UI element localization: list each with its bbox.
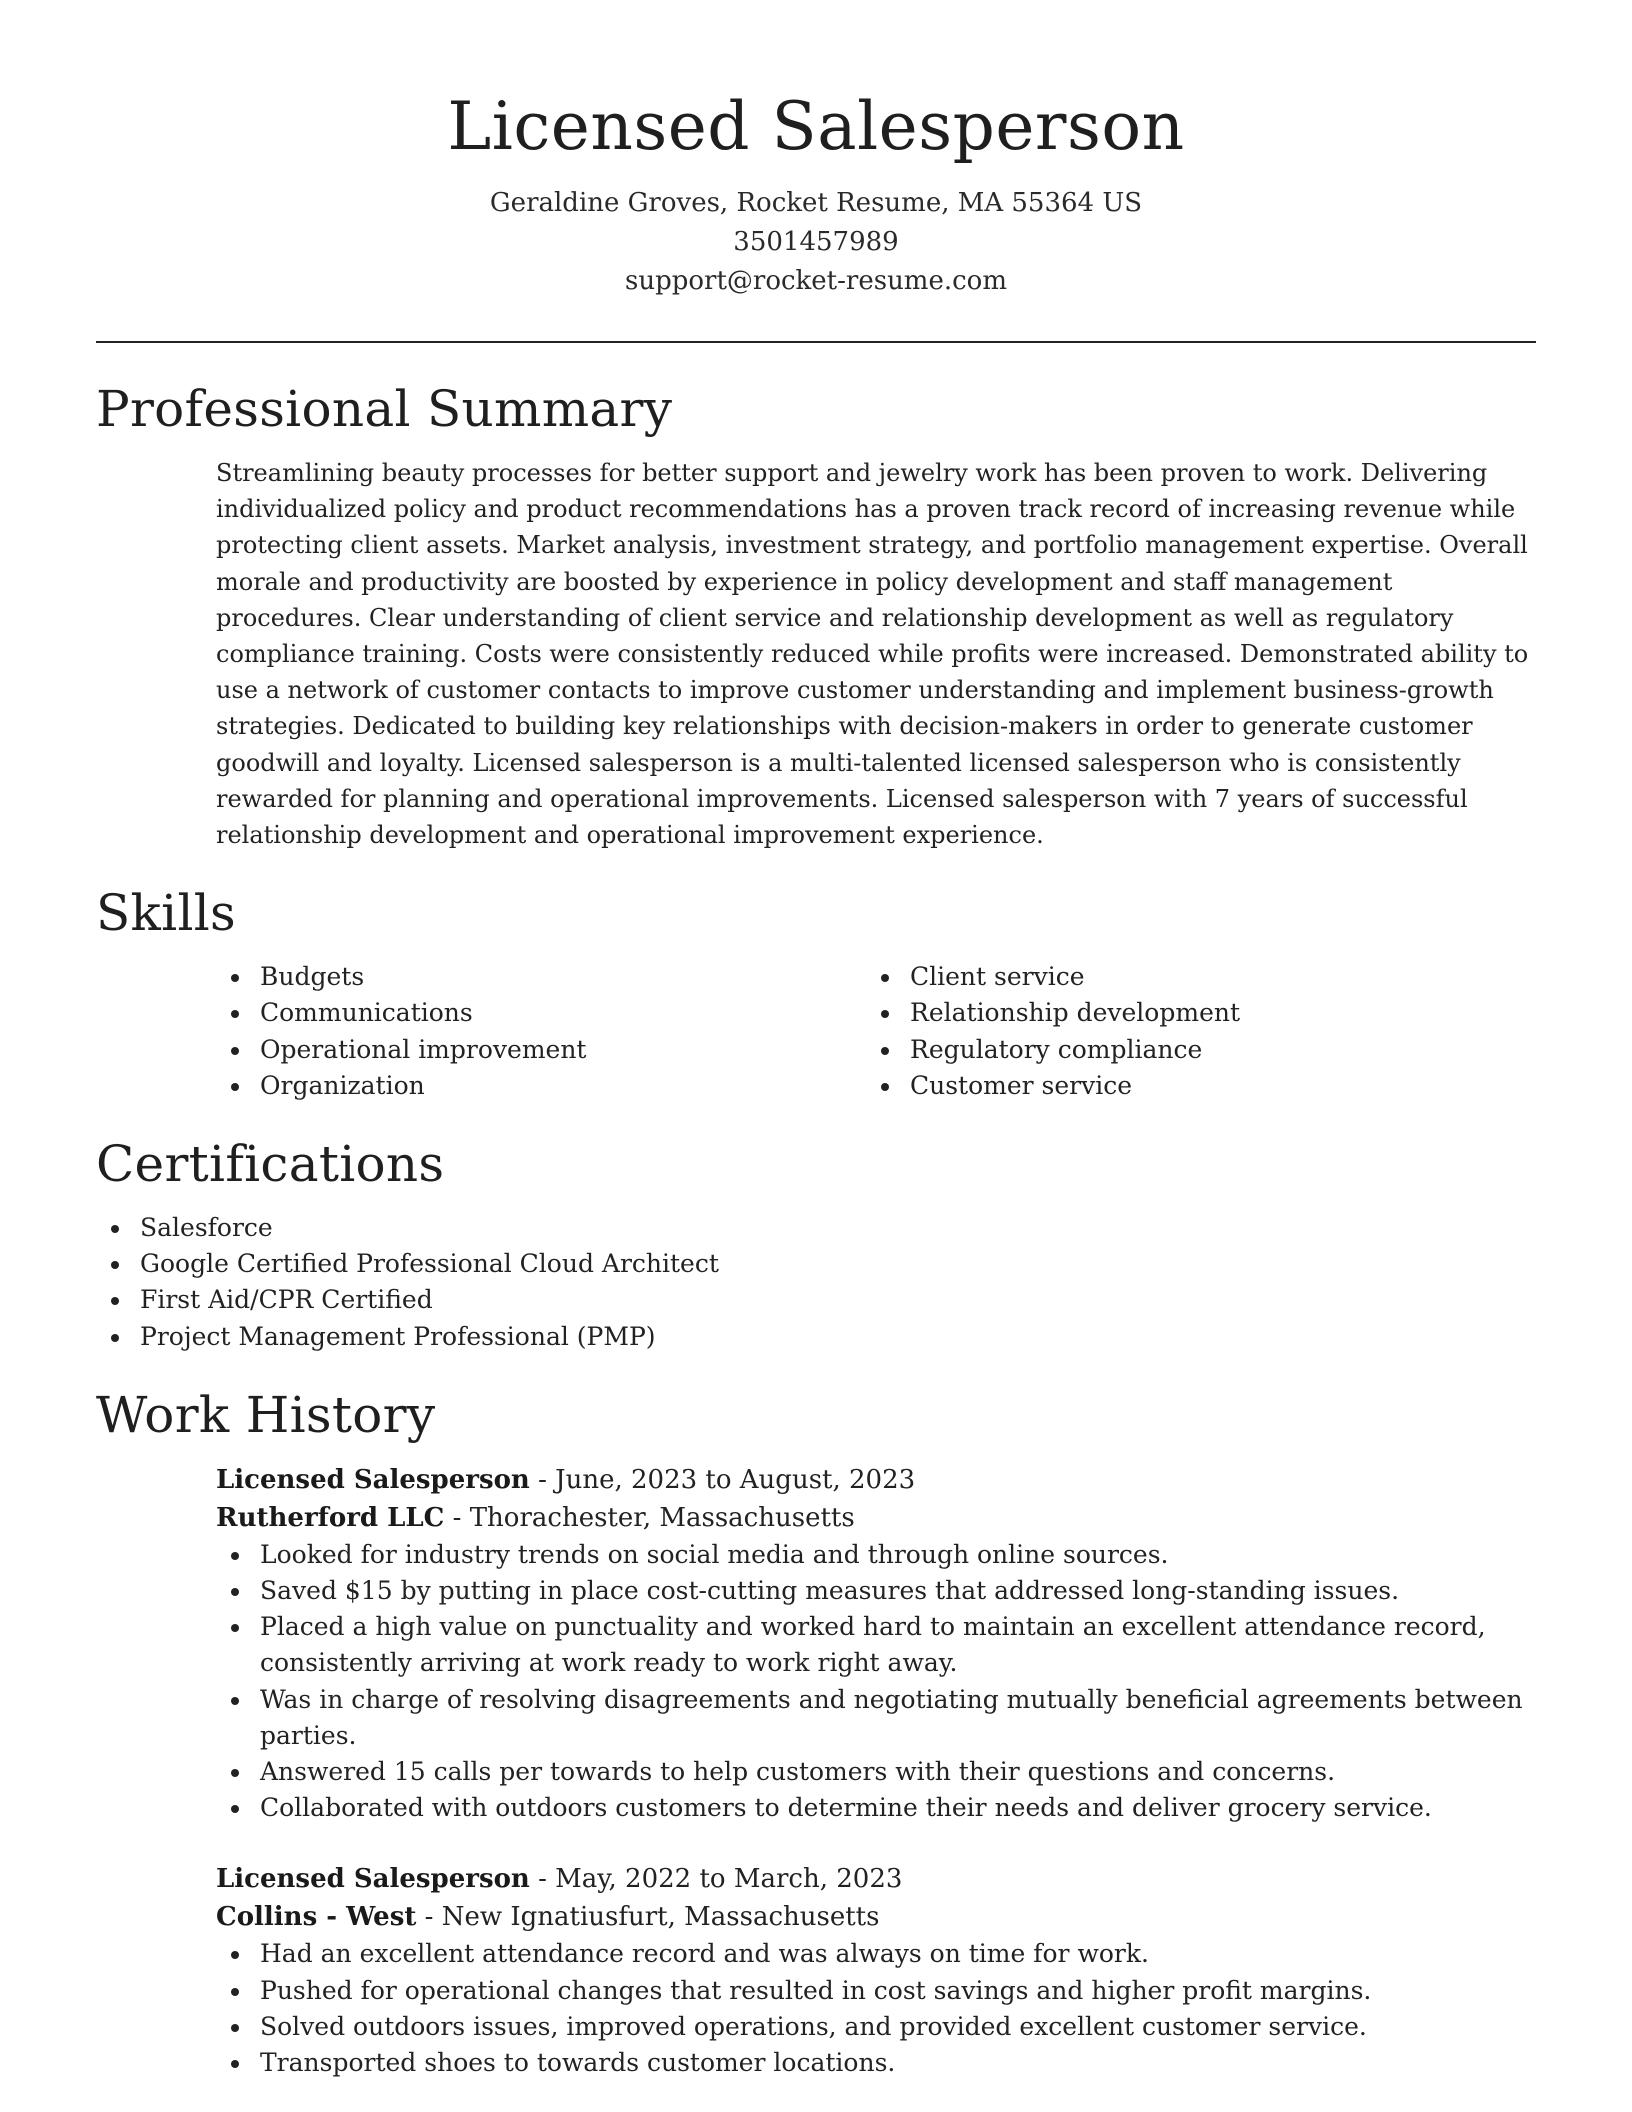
job-title: Licensed Salesperson xyxy=(216,1864,530,1895)
job-separator: - xyxy=(424,1902,442,1933)
summary-text: Streamlining beauty processes for better support and jewelry work has been proven to work. Delivering individualized policy and product recommendations has a proven track record of increasing revenue while protecting client assets. Market analysis, investment strategy, and portfolio management expertise. Overall morale and productivity are boosted by experience in policy development and staff management procedures. Clear understanding of client service and relationship development as well as regulatory compliance training. Costs were consistently reduced while profits were increased. Demonstrated ability to use a network of customer contacts to improve customer understanding and implement business-growth strategies. Dedicated to building key relationships with decision-makers in order to generate customer goodwill and loyalty. Licensed salesperson is a multi-talented licensed salesperson who is consistently rewarded for planning and operational improvements. Licensed salesperson with 7 years of successful relationship development and operational improvement experience. xyxy=(216,459,1529,850)
job-title-line xyxy=(216,1860,1536,1898)
job-bullet: Transported shoes to towards customer locations. xyxy=(216,2045,1536,2081)
contact-email: support@rocket-resume.com xyxy=(624,266,1007,296)
job-company-line xyxy=(216,1898,1536,1936)
skill-item: Organization xyxy=(216,1068,866,1104)
job-bullet: Saved $15 by putting in place cost-cutting measures that addressed long-standing issues. xyxy=(216,1573,1536,1609)
contact-address: Geraldine Groves, Rocket Resume, MA 55364 US xyxy=(489,188,1143,218)
contact-info xyxy=(96,184,1536,301)
skill-item: Relationship development xyxy=(866,995,1516,1031)
job-separator: - xyxy=(538,1464,556,1495)
job-bullet: Solved outdoors issues, improved operations, and provided excellent customer service. xyxy=(216,2009,1536,2045)
job-location: New Ignatiusfurt, Massachusetts xyxy=(441,1902,880,1933)
job-dates: May, 2022 to March, 2023 xyxy=(555,1864,903,1895)
job-company: Collins - West xyxy=(216,1902,417,1933)
job-company-line xyxy=(216,1499,1536,1537)
certification-item: Salesforce xyxy=(96,1210,1536,1246)
summary-heading: Professional Summary xyxy=(96,380,673,438)
skill-item: Operational improvement xyxy=(216,1032,866,1068)
skill-item: Communications xyxy=(216,995,866,1031)
job-bullet: Collaborated with outdoors customers to determine their needs and deliver grocery service. xyxy=(216,1790,1536,1826)
certifications-list xyxy=(96,1210,1536,1355)
contact-phone: 3501457989 xyxy=(733,227,899,257)
skill-item: Budgets xyxy=(216,959,866,995)
skills-grid xyxy=(216,959,1536,1104)
skills-heading: Skills xyxy=(96,884,236,943)
job-bullet: Answered 15 calls per towards to help customers with their questions and concerns. xyxy=(216,1754,1536,1790)
job-bullets xyxy=(216,1936,1536,2081)
skills-list-right xyxy=(866,959,1516,1104)
job-title: Licensed Salesperson xyxy=(216,1464,530,1495)
header-divider xyxy=(96,341,1536,343)
job-company: Rutherford LLC xyxy=(216,1502,445,1533)
certification-item: First Aid/CPR Certified xyxy=(96,1282,1536,1318)
skill-item: Regulatory compliance xyxy=(866,1032,1516,1068)
resume-header xyxy=(96,0,1536,301)
work-history-section xyxy=(96,1383,1536,2081)
skills-list-left xyxy=(216,959,866,1104)
job-bullet: Pushed for operational changes that resulted in cost savings and higher profit margins. xyxy=(216,1973,1536,2009)
skill-item: Client service xyxy=(866,959,1516,995)
job-dates: June, 2023 to August, 2023 xyxy=(555,1464,916,1495)
job-entry xyxy=(216,1860,1536,2081)
job-entry xyxy=(216,1461,1536,1827)
skill-item: Customer service xyxy=(866,1068,1516,1104)
skills-section xyxy=(96,881,1536,1104)
job-bullet: Placed a high value on punctuality and worked hard to maintain an excellent attendance record, consistently arriving at work ready to work right away. xyxy=(216,1609,1536,1681)
certification-item: Project Management Professional (PMP) xyxy=(96,1319,1536,1355)
summary-section xyxy=(96,377,1536,853)
certification-item: Google Certified Professional Cloud Architect xyxy=(96,1246,1536,1282)
job-separator: - xyxy=(538,1864,556,1895)
job-title-line xyxy=(216,1461,1536,1499)
job-location: Thorachester, Massachusetts xyxy=(469,1502,855,1533)
certifications-heading: Certifications xyxy=(96,1135,445,1194)
work-history-heading: Work History xyxy=(96,1385,436,1444)
job-separator: - xyxy=(452,1502,470,1533)
certifications-section xyxy=(96,1132,1536,1355)
job-bullet: Had an excellent attendance record and was always on time for work. xyxy=(216,1936,1536,1972)
job-bullet: Looked for industry trends on social media and through online sources. xyxy=(216,1537,1536,1573)
job-bullet: Was in charge of resolving disagreements and negotiating mutually beneficial agreements between parties. xyxy=(216,1682,1536,1754)
job-bullets xyxy=(216,1537,1536,1827)
resume-title: Licensed Salesperson xyxy=(447,88,1185,165)
resume-page xyxy=(96,0,1536,2081)
